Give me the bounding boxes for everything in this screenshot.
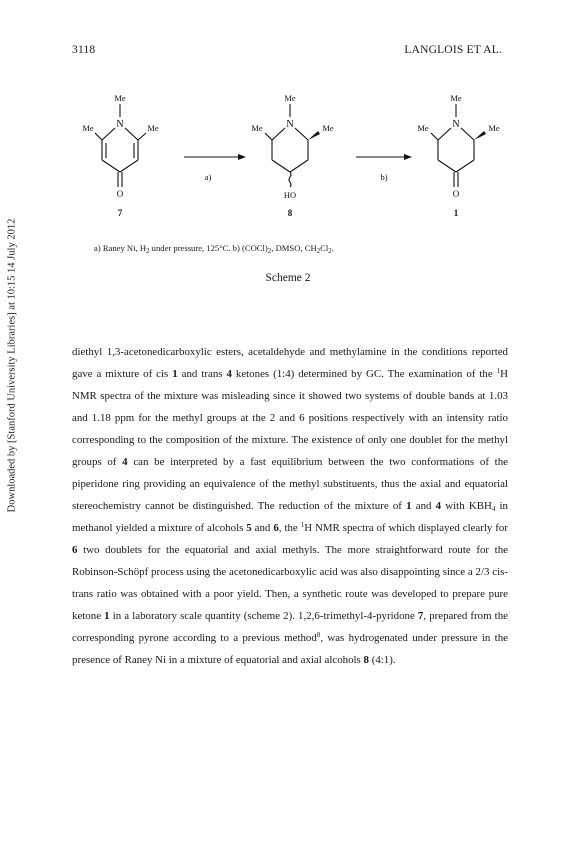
scheme-title: Scheme 2 bbox=[265, 272, 311, 284]
compound-7-me-left: Me bbox=[82, 123, 94, 133]
compound-7-me-right: Me bbox=[147, 123, 159, 133]
compound-7-oxygen: O bbox=[116, 189, 124, 199]
page-number: 3118 bbox=[72, 44, 96, 56]
reaction-scheme bbox=[0, 0, 576, 240]
compound-8-structure bbox=[265, 104, 308, 187]
compound-8-me-left: Me bbox=[251, 123, 263, 133]
scheme-conditions: a) Raney Ni, $H_2$ under pressure, 125°C. b) $(COCl)_2$, DMSO, $CH_2Cl_2$. bbox=[94, 243, 334, 255]
compound-1-me-top: Me bbox=[450, 93, 462, 103]
compound-7-structure bbox=[95, 104, 146, 187]
reaction-arrow-b bbox=[356, 154, 412, 160]
step-b-label: b) bbox=[380, 172, 388, 182]
compound-7-n: N bbox=[116, 119, 124, 130]
compound-8-me-top: Me bbox=[284, 93, 296, 103]
compound-1-n: N bbox=[452, 119, 460, 130]
compound-7-me-top: Me bbox=[114, 93, 126, 103]
reaction-arrow-a bbox=[184, 154, 246, 160]
compound-1-me-right: Me bbox=[488, 123, 500, 133]
compound-1-structure bbox=[431, 104, 474, 187]
step-a-label: a) bbox=[204, 172, 212, 182]
compound-8-label: 8 bbox=[287, 208, 293, 218]
compound-8-hydroxyl: HO bbox=[283, 190, 297, 200]
compound-1-label: 1 bbox=[453, 208, 459, 218]
compound-1-me-left: Me bbox=[417, 123, 429, 133]
body-paragraph: diethyl 1,3-acetonedicarboxylic esters, acetaldehyde and methylamine in the conditions reported gave a mixture of cis 1 and trans 4 ketones (1:4) determined by GC. The examination of the $^1$H NMR spectra of the mixture was misleading since it showed two systems of double bands at 1.03 and 1.18 ppm for the methyl groups at the 2 and 6 positions respectively with an intensity ratio corresponding to the composition of the mixture. The existence of only one doublet for the methyl groups of 4 can be interpreted by a fast equilibrium between the two conformations of the piperidone ring providing an equivalence of the methyl substituents, thus the axial and equatorial stereochemistry cannot be distinguished. The reduction of the mixture of 1 and 4 with $KBH_4$ in methanol yielded a mixture of alcohols 5 and 6, the $^1$H NMR spectra of which displayed clearly for 6 two doublets for the equatorial and axial methyls. The more straightforward route for the Robinson-Schöpf process using the acetonedicarboxylic acid was also disappointing since a 2/3 cis-trans ratio was obtained with a poor yield. Then, a synthetic route was developed to prepare pure ketone 1 in a laboratory scale quantity (scheme 2). 1,2,6-trimethyl-4-pyridone 7, prepared from the corresponding pyrone according to a previous method$^8$, was hydrogenated under pressure in the presence of Raney Ni in a mixture of equatorial and axial alcohols 8 (4:1). bbox=[72, 346, 508, 666]
running-head: LANGLOIS ET AL. bbox=[404, 44, 502, 56]
compound-7-label: 7 bbox=[117, 208, 123, 218]
download-watermark: Downloaded by [Stanford University Libraries] at 10:15 14 July 2012 bbox=[6, 218, 18, 513]
compound-1-oxygen: O bbox=[452, 189, 460, 199]
compound-8-n: N bbox=[286, 119, 294, 130]
compound-8-me-right: Me bbox=[322, 123, 334, 133]
